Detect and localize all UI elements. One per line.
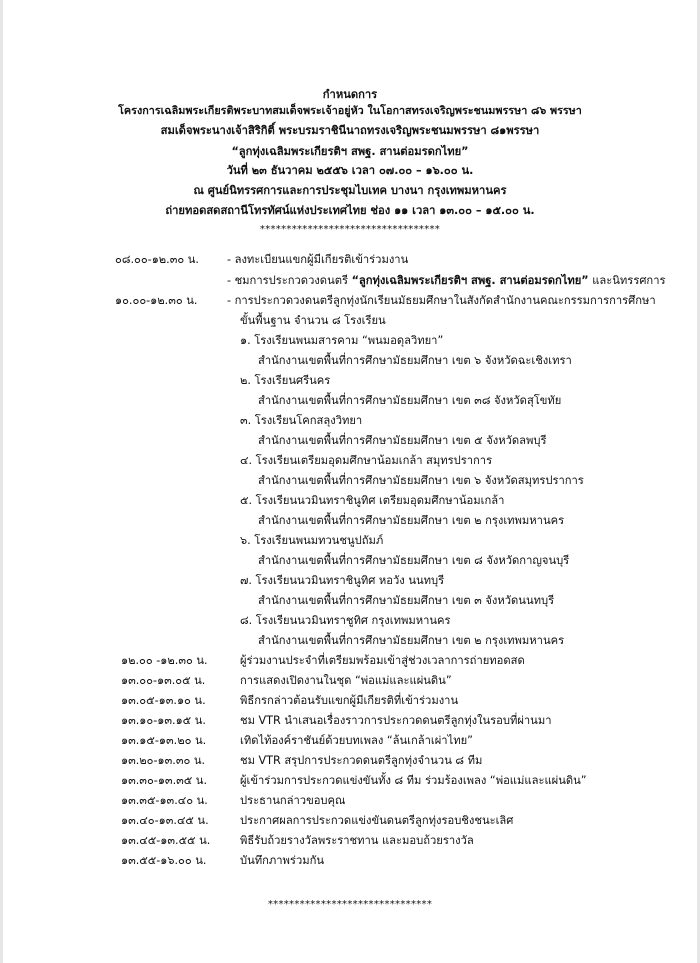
school-name: ๒. โรงเรียนศรีนคร [240, 374, 331, 387]
schedule-time: ๑๓.๐๐-๑๓.๐๕ น. [121, 674, 206, 687]
schedule-desc: ผู้เข้าร่วมการประกวดแข่งขันทั้ง ๘ ทีม ร่วมร้องเพลง “พ่อแม่และแผ่นดิน” [240, 774, 587, 787]
item-contest-prefix: - ชมการประกวดวงดนตรี [227, 274, 352, 287]
schedule-time: ๑๓.๑๐-๑๓.๑๕ น. [121, 714, 206, 727]
schedule-desc: ประธานกล่าวขอบคุณ [240, 794, 346, 807]
school-office: สำนักงานเขตพื้นที่การศึกษามัธยมศึกษา เขต ๓ จังหวัดนนทบุรี [258, 594, 555, 607]
school-office: สำนักงานเขตพื้นที่การศึกษามัธยมศึกษา เขต ๓๘ จังหวัดสุโขทัย [258, 394, 562, 407]
schedule-time: ๑๓.๐๕-๑๓.๑๐ น. [121, 694, 206, 707]
school-office: สำนักงานเขตพื้นที่การศึกษามัธยมศึกษา เขต ๒ กรุงเทพมหานคร [258, 514, 565, 527]
item-registration: - ลงทะเบียนแขกผู้มีเกียรติเข้าร่วมงาน [227, 253, 409, 266]
schedule-time: ๑๓.๓๕-๑๓.๔๐ น. [121, 794, 208, 807]
event-date-time: วันที่ ๒๓ ธันวาคม ๒๕๕๖ เวลา ๐๗.๐๐ – ๑๖.๐๐ น. [226, 164, 474, 177]
item-contest-suffix: และนิทรรศการ [588, 274, 666, 287]
project-line-2: สมเด็จพระนางเจ้าสิริกิติ์ พระบรมราชินีนาถทรงเจริญพระชนมพรรษา ๘๑พรรษา [160, 124, 540, 137]
schedule-time: ๑๓.๑๕-๑๓.๒๐ น. [121, 734, 207, 747]
schedule-desc: เทิดไท้องค์ราชันย์ด้วยบทเพลง “ล้นเกล้าเผ่าไทย” [240, 734, 473, 747]
school-name: ๓. โรงเรียนโคกสลุงวิทยา [240, 414, 363, 427]
school-name: ๖. โรงเรียนพนมทวนชนูปถัมภ์ [240, 534, 384, 547]
school-name: ๕. โรงเรียนนวมินทราชินูทิศ เตรียมอุดมศึกษาน้อมเกล้า [240, 494, 505, 507]
broadcast-info: ถ่ายทอดสดสถานีโทรทัศน์แห่งประเทศไทย ช่อง ๑๑ เวลา ๑๓.๐๐ – ๑๕.๐๐ น. [165, 204, 535, 217]
school-office: สำนักงานเขตพื้นที่การศึกษามัธยมศึกษา เขต ๖ จังหวัดฉะเชิงเทรา [258, 354, 572, 367]
item-contest-quote: “ลูกทุ่งเฉลิมพระเกียรติฯ สพฐ. สานต่อมรดกไทย” [351, 274, 589, 287]
school-office: สำนักงานเขตพื้นที่การศึกษามัธยมศึกษา เขต ๖ จังหวัดสมุทรปราการ [258, 474, 584, 487]
school-name: ๗. โรงเรียนนวมินทราชินูทิศ หอวัง นนทบุรี [240, 574, 445, 587]
footer-divider-stars: ******************************* [267, 899, 433, 910]
project-line-1: โครงการเฉลิมพระเกียรติพระบาทสมเด็จพระเจ้าอยู่หัว ในโอกาสทรงเจริญพระชนมพรรษา ๘๖ พรรษา [118, 104, 582, 117]
school-name: ๑. โรงเรียนพนมสารคาม “พนมอดุลวิทยา” [240, 334, 444, 347]
school-office: สำนักงานเขตพื้นที่การศึกษามัธยมศึกษา เขต ๘ จังหวัดกาญจนบุรี [258, 554, 570, 567]
schedule-time: ๑๓.๔๕-๑๓.๕๕ น. [121, 834, 211, 847]
item-contest-viewing [227, 274, 666, 288]
event-venue: ณ ศูนย์นิทรรศการและการประชุมไบเทค บางนา กรุงเทพมหานคร [193, 184, 507, 197]
project-name: “ลูกทุ่งเฉลิมพระเกียรติฯ สพฐ. สานต่อมรดกไทย” [231, 145, 469, 158]
time-registration: ๐๘.๐๐-๑๒.๓๐ น. [115, 253, 199, 266]
schedule-desc: การแสดงเปิดงานในชุด “พ่อแม่และแผ่นดิน” [240, 674, 452, 687]
item-contest: - การประกวดวงดนตรีลูกทุ่งนักเรียนมัธยมศึกษาในสังกัดสำนักงานคณะกรรมการการศึกษา [227, 294, 656, 307]
schedule-time: ๑๓.๕๕-๑๖.๐๐ น. [121, 854, 207, 867]
school-name: ๘. โรงเรียนนวมินทราชูทิศ กรุงเทพมหานคร [240, 614, 451, 627]
schedule-desc: ชม VTR นำเสนอเรื่องราวการประกวดดนตรีลูกทุ่งในรอบที่ผ่านมา [240, 714, 552, 727]
schedule-time: ๑๓.๒๐-๑๓.๓๐ น. [121, 754, 206, 767]
schedule-desc: บันทึกภาพร่วมกัน [240, 854, 325, 867]
schedule-time: ๑๓.๔๐-๑๓.๔๕ น. [121, 814, 209, 827]
document-title: กำหนดการ [322, 88, 378, 101]
header-divider-stars: ********************************** [259, 224, 441, 235]
schedule-desc: ชม VTR สรุปการประกวดดนตรีลูกทุ่งจำนวน ๘ ทีม [240, 754, 483, 767]
schedule-desc: ประกาศผลการประกวดแข่งขันดนตรีลูกทุ่งรอบชิงชนะเลิศ [240, 814, 514, 827]
school-office: สำนักงานเขตพื้นที่การศึกษามัธยมศึกษา เขต ๕ จังหวัดลพบุรี [258, 434, 547, 447]
item-contest-continued: ขั้นพื้นฐาน จำนวน ๘ โรงเรียน [240, 314, 386, 327]
schedule-time: ๑๒.๐๐ -๑๒.๓๐ น. [121, 654, 208, 667]
schedule-desc: พิธีกรกล่าวต้อนรับแขกผู้มีเกียรติที่เข้าร่วมงาน [240, 694, 459, 707]
school-office: สำนักงานเขตพื้นที่การศึกษามัธยมศึกษา เขต ๒ กรุงเทพมหานคร [258, 634, 565, 647]
school-name: ๔. โรงเรียนเตรียมอุดมศึกษาน้อมเกล้า สมุทรปราการ [240, 454, 493, 467]
schedule-time: ๑๓.๓๐-๑๓.๓๕ น. [121, 774, 207, 787]
time-contest: ๑๐.๐๐-๑๒.๓๐ น. [115, 294, 198, 307]
schedule-desc: พิธีรับถ้วยรางวัลพระราชทาน และมอบถ้วยรางวัล [240, 834, 474, 847]
schedule-desc: ผู้ร่วมงานประจำที่เตรียมพร้อมเข้าสู่ช่วงเวลาการถ่ายทอดสด [240, 654, 525, 667]
